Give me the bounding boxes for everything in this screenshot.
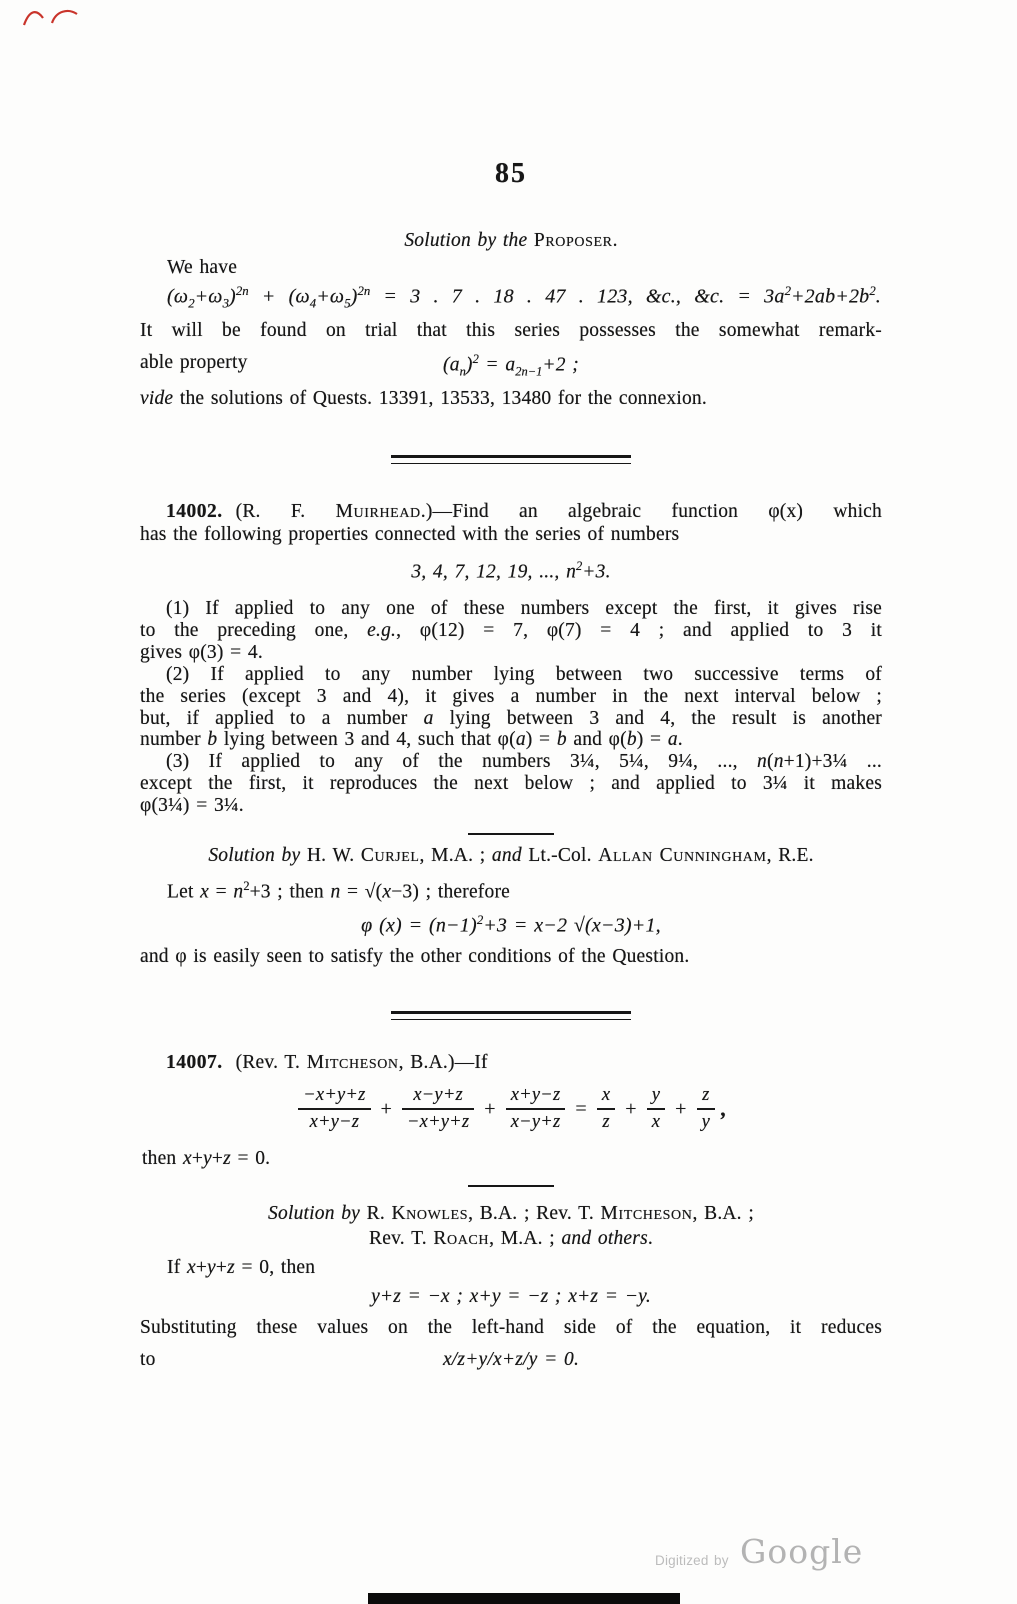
question-14007-equation <box>140 1085 882 1133</box>
question-14002-statement-2: has the following properties connected with the series of numbers <box>140 524 680 545</box>
red-pen-mark <box>18 1 82 33</box>
fraction-rhs-2: $\frac{y}{x}$ <box>647 1085 665 1133</box>
equals-sign: = <box>575 1097 587 1120</box>
section-divider <box>140 1004 882 1026</box>
section-divider <box>140 448 882 470</box>
solution-14007-heading-1: Solution by R. Knowles, B.A. ; Rev. T. Mitcheson, B.A. ; <box>268 1203 754 1224</box>
we-have-text: We have <box>167 257 238 278</box>
vide-reference: vide the solutions of Quests. 13391, 13533, 13480 for the connexion. <box>140 388 707 409</box>
digitized-by-text: Digitized by <box>655 1553 729 1568</box>
solution-14007-equation-1: y+z = −x ; x+y = −z ; x+z = −y. <box>371 1286 651 1307</box>
short-rule <box>468 1185 554 1187</box>
condition-2-line: (2) If applied to any number lying between two successive terms of <box>166 663 882 685</box>
remark-line-2-text: able property <box>140 352 248 373</box>
plus-sign: + <box>380 1097 392 1120</box>
solution-14002-equation: φ $(x) = (n-1)^2+3 = x-2$ √(x−3)+1, <box>361 913 661 937</box>
condition-3-line: except the first, it reproduces the next below ; and applied to 3¼ it makes <box>140 773 882 795</box>
question-14007 <box>140 1052 882 1074</box>
google-logo: Google <box>740 1532 864 1571</box>
condition-3-line: (3) If applied to any of the numbers 3¼, 5¼, 9¼, ..., n(n+1)+3¼ ... <box>166 751 882 773</box>
question-14007-statement: (Rev. T. Mitcheson, B.A.)—If <box>235 1052 488 1073</box>
question-14002-statement-1: (R. F. Muirhead.)—Find an algebraic function φ(x) which <box>235 501 882 522</box>
plus-sign: + <box>675 1097 687 1120</box>
solution-14007-line-4 <box>140 1349 882 1373</box>
condition-3-line: φ(3¼) = 3¼. <box>140 795 244 817</box>
question-14007-conclusion: then x+y+z = 0. <box>142 1148 271 1169</box>
plus-sign: + <box>625 1097 637 1120</box>
double-rule <box>391 1011 631 1020</box>
double-rule <box>391 455 631 464</box>
condition-2-line: number b lying between 3 and 4, such that φ(a) = b and φ(b) = a. <box>140 729 683 751</box>
solution-14002-line-1: Let $x = n^2+3$ ; then n = √(x−3) ; therefore <box>167 879 510 903</box>
solution-divider <box>140 1171 882 1193</box>
scan-artifact-bar <box>368 1593 680 1604</box>
solution-14007-line-3: Substituting these values on the left-hand side of the equation, it reduces <box>140 1317 882 1338</box>
plus-sign: + <box>484 1097 496 1120</box>
solution-14007-heading-2: Rev. T. Roach, M.A. ; and others. <box>369 1228 653 1249</box>
comma: , <box>721 1096 727 1121</box>
fraction-rhs-1: $\frac{x}{z}$ <box>597 1085 615 1133</box>
remark-line-1: It will be found on trial that this series possesses the somewhat remark- <box>140 320 882 341</box>
omega-series-equation: $(\omega_2+\omega_3)^{2n} + (\omega_4+\omega_5)^{2n} = 3$ . 7 . 18 . 47 . 123, &c., &c. = $3a^2+2ab+2b^2$. <box>167 284 881 311</box>
question-14002-conditions <box>140 598 882 817</box>
fraction-rhs-3: $\frac{z}{y}$ <box>697 1085 715 1133</box>
page-number: 85 <box>495 158 527 189</box>
number-series: 3, 4, 7, 12, 19, ..., $n^2+3$. <box>411 559 611 583</box>
solution-14007-line-1: If x+y+z = 0, then <box>167 1257 316 1278</box>
fraction-2: $\frac{x-y+z}{-x+y+z}$ <box>402 1085 474 1133</box>
property-equation: $(a_n)^2 = a_{2n-1}+2$ ; <box>443 352 579 379</box>
question-14002-number: 14002. <box>166 501 223 522</box>
fraction-1: $\frac{-x+y+z}{x+y-z}$ <box>298 1085 370 1133</box>
condition-1-line: to the preceding one, e.g., φ(12) = 7, φ(7) = 4 ; and applied to 3 it <box>140 619 882 641</box>
condition-2-line: the series (except 3 and 4), it gives a number in the next interval below ; <box>140 685 882 707</box>
question-14002 <box>140 500 882 546</box>
solution-14002-line-3: and φ is easily seen to satisfy the other conditions of the Question. <box>140 946 690 967</box>
fraction-3: $\frac{x+y-z}{x-y+z}$ <box>506 1085 566 1133</box>
solution-14007-final-equation: x/z+y/x+z/y = 0. <box>442 1349 580 1370</box>
condition-1-line: (1) If applied to any one of these numbers except the first, it gives rise <box>166 598 882 619</box>
condition-1-line: gives φ(3) = 4. <box>140 641 263 663</box>
remark-line-2 <box>140 352 882 379</box>
short-rule <box>468 833 554 835</box>
condition-2-line: but, if applied to a number a lying between 3 and 4, the result is another <box>140 707 882 729</box>
question-14007-number: 14007. <box>166 1052 223 1073</box>
solution-14007-line-4-text: to <box>140 1349 156 1370</box>
solution-proposer-heading: Solution by the Proposer. <box>404 230 618 251</box>
solution-14002-heading: Solution by H. W. Curjel, M.A. ; and Lt.-Col. Allan Cunningham, R.E. <box>208 845 814 866</box>
solution-divider <box>140 819 882 841</box>
question-14002-line-1 <box>140 500 882 523</box>
